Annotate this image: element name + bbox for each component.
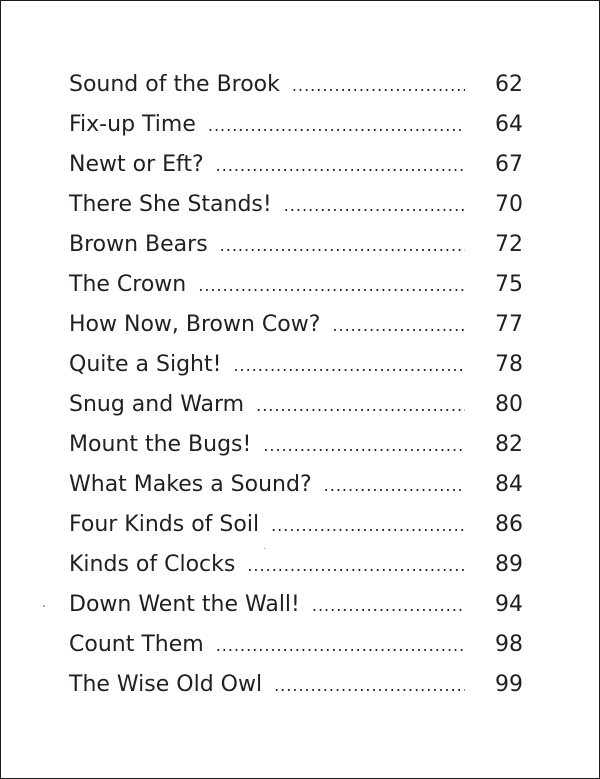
toc-entry-title: Snug and Warm bbox=[69, 392, 245, 417]
paper-speck bbox=[43, 605, 45, 607]
toc-entry-title: Mount the Bugs! bbox=[69, 432, 252, 457]
toc-entry-title: What Makes a Sound? bbox=[69, 472, 312, 497]
dot-leader bbox=[263, 428, 465, 464]
dot-leader bbox=[233, 348, 465, 384]
toc-entry-title: Kinds of Clocks bbox=[69, 552, 236, 577]
toc-entry-title: Quite a Sight! bbox=[69, 352, 222, 377]
toc-entry bbox=[69, 267, 523, 307]
toc-entry-page: 94 bbox=[495, 592, 523, 617]
toc-entry-page: 82 bbox=[495, 432, 523, 457]
toc-entry bbox=[69, 427, 523, 467]
toc-entry-title: Fix-up Time bbox=[69, 112, 196, 137]
toc-entry-page: 70 bbox=[495, 192, 523, 217]
toc-entry bbox=[69, 227, 523, 267]
toc-entry-page: 80 bbox=[495, 392, 523, 417]
dot-leader bbox=[332, 308, 465, 344]
dot-leader bbox=[284, 188, 465, 224]
dot-leader bbox=[324, 468, 465, 504]
toc-entry-page: 89 bbox=[495, 552, 523, 577]
toc-entry-title: The Wise Old Owl bbox=[69, 672, 263, 697]
dot-leader bbox=[271, 508, 465, 544]
toc-entry-title: There She Stands! bbox=[69, 192, 272, 217]
dot-leader bbox=[247, 548, 465, 584]
toc-entry bbox=[69, 347, 523, 387]
dot-leader bbox=[292, 68, 465, 104]
toc-entry bbox=[69, 187, 523, 227]
dot-leader bbox=[208, 108, 465, 144]
toc-entry-title: Newt or Eft? bbox=[69, 152, 204, 177]
toc-entry-page: 75 bbox=[495, 272, 523, 297]
toc-entry-page: 64 bbox=[495, 112, 523, 137]
toc-entry bbox=[69, 507, 523, 547]
toc-entry-page: 67 bbox=[495, 152, 523, 177]
toc-entry-title: Sound of the Brook bbox=[69, 72, 280, 97]
table-of-contents bbox=[69, 67, 523, 707]
toc-entry-page: 72 bbox=[495, 232, 523, 257]
toc-entry-page: 99 bbox=[495, 672, 523, 697]
toc-entry bbox=[69, 467, 523, 507]
toc-entry-title: Count Them bbox=[69, 632, 204, 657]
toc-entry-title: How Now, Brown Cow? bbox=[69, 312, 321, 337]
dot-leader bbox=[216, 148, 465, 184]
toc-entry bbox=[69, 627, 523, 667]
toc-entry-page: 78 bbox=[495, 352, 523, 377]
toc-entry-title: The Crown bbox=[69, 272, 187, 297]
toc-entry-title: Four Kinds of Soil bbox=[69, 512, 260, 537]
paper-speck bbox=[264, 548, 265, 549]
toc-entry bbox=[69, 67, 523, 107]
dot-leader bbox=[216, 628, 465, 664]
toc-entry bbox=[69, 307, 523, 347]
dot-leader bbox=[274, 668, 465, 704]
dot-leader bbox=[198, 268, 465, 304]
toc-entry-page: 86 bbox=[495, 512, 523, 537]
toc-entry-page: 77 bbox=[495, 312, 523, 337]
toc-entry bbox=[69, 547, 523, 587]
toc-entry bbox=[69, 147, 523, 187]
dot-leader bbox=[312, 588, 465, 624]
toc-entry bbox=[69, 387, 523, 427]
toc-entry bbox=[69, 107, 523, 147]
toc-entry-page: 62 bbox=[495, 72, 523, 97]
toc-entry-page: 98 bbox=[495, 632, 523, 657]
dot-leader bbox=[256, 388, 465, 424]
dot-leader bbox=[220, 228, 465, 264]
toc-entry-title: Brown Bears bbox=[69, 232, 208, 257]
toc-entry bbox=[69, 587, 523, 627]
toc-entry-page: 84 bbox=[495, 472, 523, 497]
toc-entry-title: Down Went the Wall! bbox=[69, 592, 300, 617]
toc-entry bbox=[69, 667, 523, 707]
